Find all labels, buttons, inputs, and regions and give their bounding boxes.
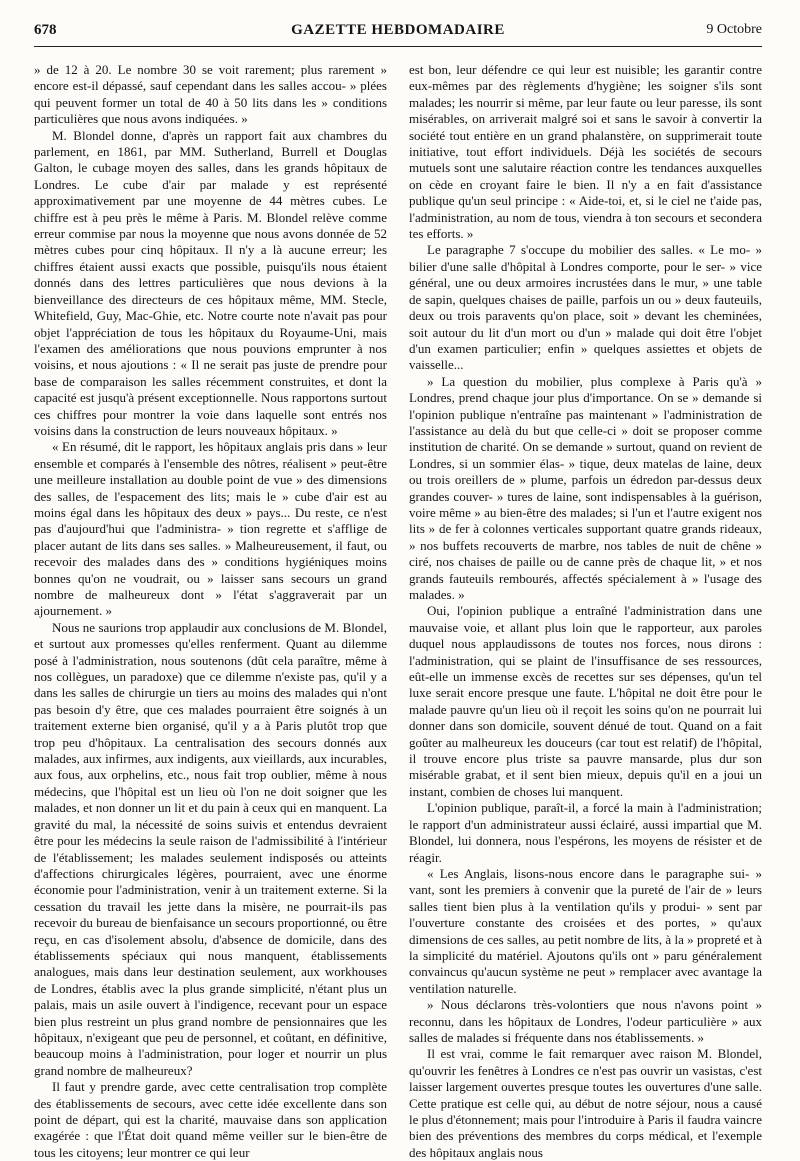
paragraph: « En résumé, dit le rapport, les hôpitaux anglais pris dans » leur ensemble et comparés à l'ensemble des nôtres, réalisent » peut-être une meilleure installation au double point de vue » des dimensions des salles, de l'espacement des lits; mais le » cube d'air est au moins égal dans les hôpitaux des deux » pays... Du reste, ce n'est pas d'aujourd'hui que l'administra- » tion regrette et s'afflige de placer autant de lits dans ses salles. » Malheureusement, il faut, ou recevoir des malades dans des » conditions hygiéniques moins bonnes qu'on ne voudrait, ou » laisser sans secours un grand nombre de malheureux dont » l'état s'aggraverait par un ajournement. » [34, 439, 387, 619]
paragraph: Il faut y prendre garde, avec cette centralisation trop complète des établissements de secours, avec cette idée excellente dans son point de départ, qui est la charité, mauvaise dans son application exagérée : que l'État doit quand même veiller sur le bien-être de tous les citoyens; leur montrer ce qui leur [34, 1079, 387, 1160]
paragraph: » Nous déclarons très-volontiers que nous n'avons point » reconnu, dans les hôpitaux de Londres, l'odeur particulière » aux salles de malades si fréquente dans nos établissements. » [409, 997, 762, 1045]
publication-title: GAZETTE HEBDOMADAIRE [291, 22, 505, 38]
header-rule [34, 46, 762, 47]
paragraph: Le paragraphe 7 s'occupe du mobilier des salles. « Le mo- » bilier d'une salle d'hôpital à Londres comporte, pour le ser- » vice général, une ou deux armoires incrustées dans le mur, » une table de sapin, quelques chaises de paille, parfois un ou » deux fauteuils, deux ou trois paravents qu'on place, soit » devant les cheminées, soit autour du lit d'un mort ou d'un » malade qui doit être l'objet d'un examen particulier; enfin » quelques assiettes et objets de vaisselle... [409, 242, 762, 373]
paragraph: « Les Anglais, lisons-nous encore dans le paragraphe sui- » vant, sont les premiers à convenir que la pureté de l'air de » leurs salles tient bien plus à la ventilation qu'ils y produi- » sent par l'ouverture constante des croisées et des portes, » qu'aux dimensions de ces salles, au petit nombre de lits, à la » propreté et à la simplicité du matériel. Ajoutons qu'ils ont » paru généralement convaincus qu'aucun système ne peut » remplacer avec avantage la ventilation naturelle. [409, 865, 762, 996]
paragraph: » de 12 à 20. Le nombre 30 se voit rarement; plus rarement » encore est-il dépassé, sauf cependant dans les salles accou- » plées qui peuvent former un total de 40 à 50 lits dans les » conditions particulières que nous avons indiquées. » [34, 62, 387, 127]
paragraph: L'opinion publique, paraît-il, a forcé la main à l'administration; le rapport d'un administrateur aussi éclairé, aussi impartial que M. Blondel, lui donnera, nous l'espérons, les moyens de résister et de réagir. [409, 800, 762, 865]
paragraph: Oui, l'opinion publique a entraîné l'administration dans une mauvaise voie, et allant plus loin que le rapporteur, aux paroles duquel nous applaudissons de toutes nos forces, nous dirons : l'administration, qui se plaint de l'insuffisance de ses ressources, eût-elle un immense excès de recettes sur ses dépenses, qu'un tel luxe serait encore presque une faute. L'hôpital ne doit être pour le malade pauvre qu'un lieu où il reçoit les soins qu'on ne pourrait lui donner dans son domicile, souvent dénué de tout. Quand on a fait goûter au malheureux les douceurs (car tout est relatif) de l'hôpital, il trouve encore plus triste sa pauvre mansarde, plus dur son misérable grabat, et il sent bien mieux, depuis qu'il en a joui un instant, combien de choses lui manquent. [409, 603, 762, 799]
paragraph: Nous ne saurions trop applaudir aux conclusions de M. Blondel, et surtout aux promesses qu'elles renferment. Quant au dilemme posé à l'administration, nous soutenons (dût cela paraître, même à nos collègues, un paradoxe) que ce dilemme n'existe pas, qu'il y a dans les salles de chirurgie un tiers au moins des malades qui n'ont pas besoin d'y être, que ces malades pourraient être soignés à un traitement externe bien organisé, qu'il y a à Paris plutôt trop que trop peu d'hôpitaux. La centralisation des secours donnés aux malades, aux infirmes, aux indigents, aux vieillards, aux incurables, aux fous, aux orphelins, etc., nous fait trop oublier, même à nous médecins, que l'hôpital est un lieu où l'on ne doit soigner que les malades, et non donner un lit et du pain à ceux qui en manquent. La gravité du mal, la nécessité de soins suivis et entendus devraient être pour les médecins la seule raison de l'admissibilité à l'intérieur de l'établissement; les malades seulement indisposés ou atteints d'affections chirurgicales légères, pourraient, avec une énorme économie pour l'administration, venir à un traitement externe. Si la cessation du travail les jette dans la misère, ne pourrait-ils pas recevoir du bureau de bienfaisance un secours proportionné, ou être reçu, en cas d'isolement absolu, d'absence de domicile, dans des établissements spéciaux qui nous manquent, établissements analogues, mais dans leur destination seulement, aux workhouses de Londres, établis avec la plus grande simplicité, n'étant plus un palais, mais un asile ouvert à l'indigence, recevant pour un espace bien plus restreint un plus grand nombre de pensionnaires que les hôpitaux, n'exigeant que peu de personnel, et coûtant, en définitive, beaucoup moins à l'administration, pour loger et nourrir un plus grand nombre de malheureux? [34, 619, 387, 1078]
issue-date: 9 Octobre [706, 22, 762, 37]
page-header [34, 22, 762, 44]
paragraph: M. Blondel donne, d'après un rapport fait aux chambres du parlement, en 1861, par MM. Sutherland, Burrell et Douglas Galton, le cubage moyen des salles, dans les grands hôpitaux de Londres. Le cube d'air par malade y est représenté approximativement par une moyenne de 44 mètres cubes. Le chiffre est à peu près le même à Paris. M. Blondel relève comme erreur commise par nous la moyenne que nous avons donnée de 52 mètres cubes pour cinq hôpitaux. Il n'y a là aucune erreur; les chiffres étaient aussi exacts que possible, puisqu'ils nous étaient donnés dans des lettres particulières que nous devions à la bienveillance des directeurs de ces hôpitaux même, MM. Stecle, Whitefield, Guy, Mac-Ghie, etc. Notre courte note n'avait pas pour objet l'appréciation de tous les hôpitaux du Royaume-Uni, mais l'examen des améliorations que nous pouvions emprunter à nos voisins, et nous ajoutions : « Il ne serait pas juste de prendre pour base de comparaison les salles récemment construites, et dont la capacité est jusqu'à présent exceptionnelle. Nous rapportons surtout ces chiffres pour montrer la voie dans laquelle sont entrés nos voisins dans la construction de leurs nouveaux hôpitaux. » [34, 127, 387, 438]
page-number: 678 [34, 22, 57, 38]
paragraph: est bon, leur défendre ce qui leur est nuisible; les garantir contre eux-mêmes par des règlements d'hygiène; les soigner s'ils sont malades; les nourrir si même, par leur faute ou leur paresse, ils sont misérables, on arriverait malgré soi et sans le savoir à convertir la société tout entière en un grand phalanstère, on supprimerait toute initiative, tout effort individuels. Déjà les sociétés de secours mutuels sont une salutaire réaction contre les tendances auxquelles on cède en croyant faire le bien. Il n'y a en fait d'assistance publique qu'un seul principe : « Aide-toi, et, si le ciel ne t'aide pas, l'administration, au nom de tous, viendra à ton secours et secondera tes efforts. » [409, 62, 762, 242]
right-column [409, 62, 762, 1160]
paragraph: Il est vrai, comme le fait remarquer avec raison M. Blondel, qu'ouvrir les fenêtres à Londres ce n'est pas ouvrir un vasistas, c'est laisser largement ouvertes presque toutes les ouvertures d'une salle. Cette pratique est celle qui, au début de notre séjour, nous a causé le plus d'étonnement; mais pour l'introduire à Paris il faudra vaincre bien des préventions des membres du corps médical, et l'exemple des hôpitaux anglais nous [409, 1046, 762, 1160]
paragraph: » La question du mobilier, plus complexe à Paris qu'à » Londres, prend chaque jour plus d'importance. On se » demande si l'opinion publique n'entraîne pas maintenant » l'administration de l'assistance au delà du but que celle-ci » doit se proposer comme institution de charité. On se demande » surtout, quand on revient de Londres, si un sommier élas- » tique, deux matelas de laine, deux ou trois oreillers de » plume, parfois un édredon par-dessus deux grandes couver- » tures de laine, sont indispensables à la guérison, voire même » au bien-être des malades; si l'un et l'autre exigent nos lits » de fer à colonnes verticales supportant quatre grands rideaux, » nos buffets recouverts de marbre, nos tables de nuit de chêne » ciré, nos chaises de paille ou de canne près de chaque lit, » et nos grands fauteuils rembourés, affectés spécialement à » l'usage des malades. » [409, 373, 762, 602]
left-column [34, 62, 387, 1160]
